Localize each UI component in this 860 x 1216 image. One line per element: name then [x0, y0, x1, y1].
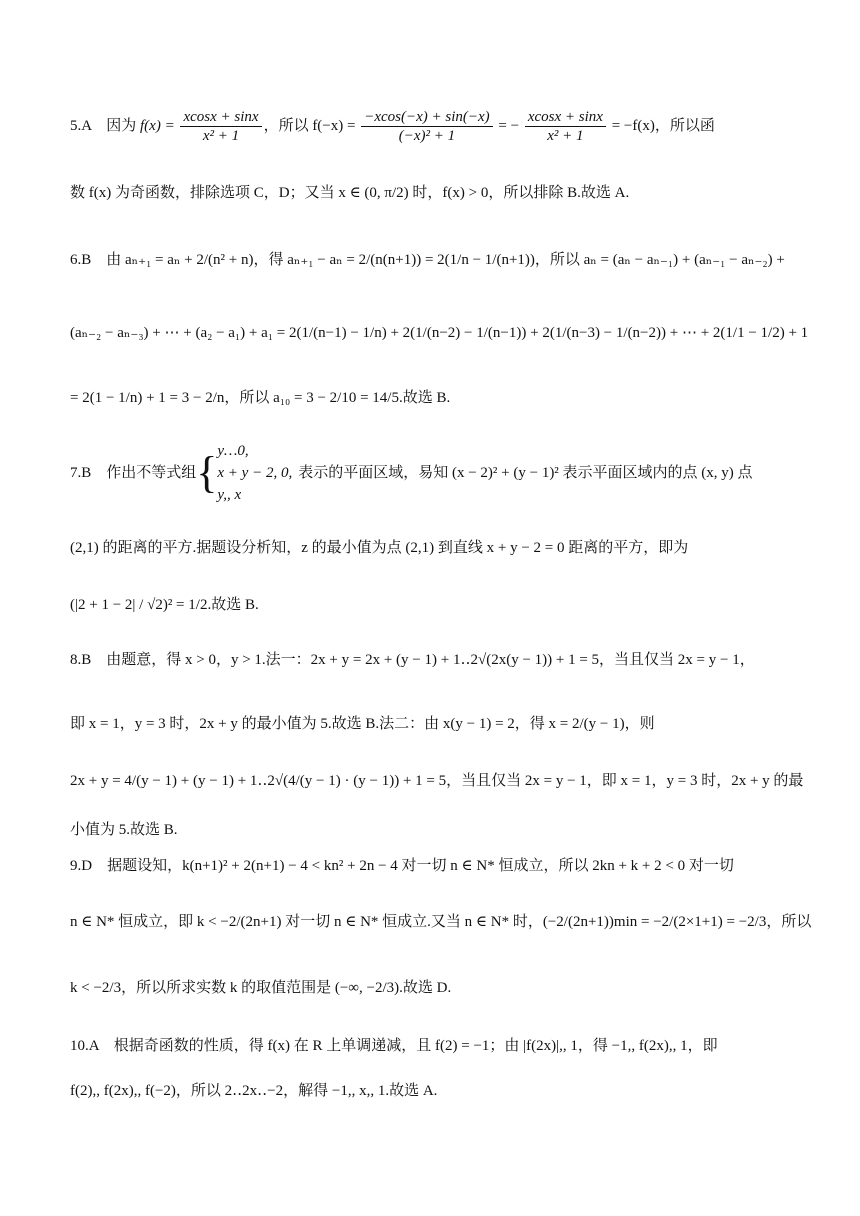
problem-8-line-1: 8.B 由题意，得 x > 0，y > 1.法一：2x + y = 2x + (y − 1) + 1‥2√(2x(y − 1)) + 1 = 5，当且仅当 2x = y − 1， [70, 652, 755, 668]
expr: ，所以 f(−x) = [263, 117, 360, 134]
problem-6-line-3: = 2(1 − 1/n) + 1 = 3 − 2/n，所以 a₁₀ = 3 − 2/10 = 14/5.故选 B. [70, 390, 451, 406]
fraction: $\frac{xcosx + \sin x}{\text{x² + 1}}$ [180, 108, 261, 145]
problem-7-line-1 [70, 440, 800, 506]
problem-9-line-3: k < −2/3，所以所求实数 k 的取值范围是 (−∞, −2/3).故选 D. [70, 980, 452, 996]
problem-7-line-2: (2,1) 的距离的平方.据题设分析知，z 的最小值为点 (2,1) 到直线 x + y − 2 = 0 距离的平方，即为 [70, 540, 689, 556]
system-row: y,, x [217, 487, 242, 503]
system-brace: { [196, 448, 218, 497]
problem-6-line-1: 6.B 由 aₙ₊₁ = aₙ + 2/(n² + n)，得 aₙ₊₁ − aₙ = 2/(n(n+1)) = 2(1/n − 1/(n+1))，所以 aₙ = (aₙ − aₙ₋₁) + (aₙ₋₁ − aₙ₋₂) + [70, 252, 785, 268]
fraction: $\frac{-xcos(-x) + \sin(-x)}{\text{(−x)² + 1}}$ [361, 108, 492, 145]
expr: 表示的平面区域，易知 (x − 2)² + (y − 1)² 表示平面区域内的点 (x, y) 点 [298, 465, 753, 481]
expr: = − [494, 117, 523, 134]
problem-9-line-1: 9.D 据题设知，k(n+1)² + 2(n+1) − 4 < kn² + 2n − 4 对一切 n ∈ N* 恒成立，所以 2kn + k + 2 < 0 对一切 [70, 858, 734, 874]
problem-9-line-2: n ∈ N* 恒成立，即 k < −2/(2n+1) 对一切 n ∈ N* 恒成立.又当 n ∈ N* 时，(−2/(2n+1))min = −2/(2×1+1) = −2/3，所以 [70, 914, 812, 930]
problem-5-label: 5.A 因为 [70, 117, 141, 134]
fraction: $\frac{xcosx + \sin x}{\text{x² + 1}}$ [525, 108, 606, 145]
inequality-system [217, 440, 292, 506]
problem-10-line-1: 10.A 根据奇函数的性质，得 f(x) 在 R 上单调递减，且 f(2) = −1；由 |f(2x)|,, 1，得 −1,, f(2x),, 1，即 [70, 1038, 718, 1054]
problem-10-line-2: f(2),, f(2x),, f(−2)，所以 2‥2x‥−2，解得 −1,, x,, 1.故选 A. [70, 1083, 438, 1099]
problem-5-line-2: 数 f(x) 为奇函数，排除选项 C，D；又当 x ∈ (0, π/2) 时，f(x) > 0，所以排除 B.故选 A. [70, 185, 630, 201]
problem-7-line-3: (|2 + 1 − 2| / √2)² = 1/2.故选 B. [70, 597, 259, 613]
problem-6-line-2: (aₙ₋₂ − aₙ₋₃) + ⋯ + (a₂ − a₁) + a₁ = 2(1/(n−1) − 1/n) + 2(1/(n−2) − 1/(n−1)) + 2(1/(n−3) − 1/(n−2)) + ⋯ + 2(1/1 − 1/2) + 1 [70, 325, 809, 341]
problem-7-label: 7.B 作出不等式组 [70, 465, 197, 481]
problem-5-line-1 [70, 108, 800, 145]
problem-8-line-4: 小值为 5.故选 B. [70, 822, 178, 838]
expr: = −f(x)，所以函 [607, 117, 715, 134]
system-row: y…0, [217, 443, 249, 459]
expr: f(x) = [140, 117, 179, 134]
system-row: x + y − 2, 0, [217, 465, 293, 481]
problem-8-line-2: 即 x = 1，y = 3 时，2x + y 的最小值为 5.故选 B.法二：由 x(y − 1) = 2，得 x = 2/(y − 1)，则 [70, 716, 655, 732]
problem-8-line-3: 2x + y = 4/(y − 1) + (y − 1) + 1‥2√(4/(y − 1) · (y − 1)) + 1 = 5，当且仅当 2x = y − 1，即 x = 1，y = 3 时，2x + y 的最 [70, 773, 804, 789]
